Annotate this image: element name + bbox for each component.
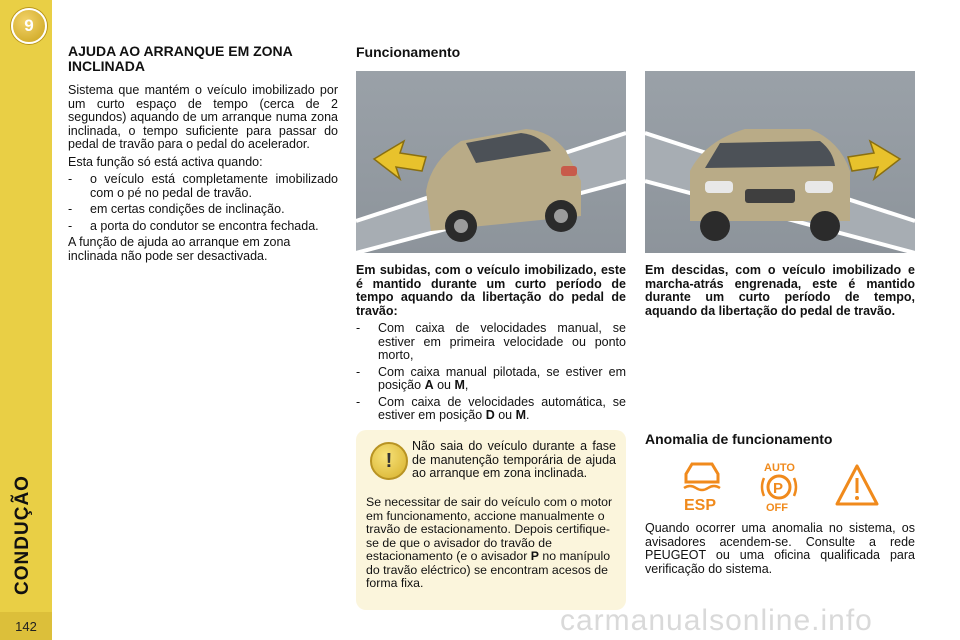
list-item: - em certas condições de inclinação.	[68, 202, 285, 216]
page-number: 142	[0, 612, 52, 640]
uphill-car-image	[356, 71, 626, 253]
cannot-disable-note: A função de ajuda ao arranque em zona inclinada não pode ser desactivada.	[68, 235, 291, 263]
arrow-right-icon	[848, 141, 900, 179]
warning-text-2: Se necessitar de sair do veículo com o motor em funcionamento, accione manualmente o travão de estacionamento. Depois certifique-se de que o avisador do travão de estacionamento (e o avisador P no manípulo do travão eléctrico) se encontram acesos de forma fixa.	[366, 495, 613, 590]
downhill-text: Em descidas, com o veículo imobilizado e marcha-atrás engrenada, este é mantido durante um curto período de tempo, aquando da libertação do pedal de travão.	[645, 263, 915, 318]
intro-paragraph: Sistema que mantém o veículo imobilizado por um curto espaço de tempo (cerca de 2 segundos) aquando de um arranque numa zona inclinada, o tempo suficiente para passar do pedal de travão para o pedal do acelerador.	[68, 83, 338, 151]
downhill-car-image	[645, 71, 915, 253]
warning-box	[356, 430, 626, 610]
auto-park-off-icon	[762, 462, 796, 512]
list-item: - Com caixa manual pilotada, se estiver em posição A ou M,	[356, 364, 626, 392]
uphill-intro: Em subidas, com o veículo imobilizado, este é mantido durante um curto período de tempo aquando da libertação do pedal de travão:	[356, 263, 626, 318]
list-item: - a porta do condutor se encontra fechada.	[68, 218, 319, 233]
watermark: carmanualsonline.info	[560, 604, 873, 637]
list-item: - Com caixa de velocidades manual, se estiver em primeira velocidade ou ponto morto,	[356, 321, 626, 362]
p-label: P	[773, 480, 784, 497]
esp-label: ESP	[684, 497, 717, 512]
list-item: - Com caixa de velocidades automática, se estiver em posição D ou M.	[356, 394, 626, 422]
chapter-number-badge	[11, 8, 47, 44]
auto-label: AUTO	[764, 462, 795, 474]
off-label: OFF	[766, 502, 788, 512]
left-column-text	[68, 84, 338, 267]
active-when-text: Esta função só está activa quando:	[68, 154, 263, 169]
warning-text-1: Não saia do veículo durante a fase de manutenção temporária de ajuda ao arranque em zona inclinada.	[412, 439, 616, 480]
uphill-illustration	[356, 71, 626, 253]
list-item: - o veículo está completamente imobilizado com o pé no pedal de travão.	[68, 172, 338, 200]
malfunction-text: Quando ocorrer uma anomalia no sistema, os avisadores acendem-se. Consulte a rede PEUGEOT ou uma oficina qualificada para verificação do sistema.	[645, 521, 915, 576]
downhill-illustration	[645, 71, 915, 253]
uphill-text	[356, 264, 626, 426]
warning-lamps	[676, 460, 886, 512]
arrow-left-icon	[374, 141, 426, 179]
chapter-title: CONDUÇÃO	[12, 475, 33, 595]
malfunction-heading: Anomalia de funcionamento	[645, 431, 833, 447]
section-heading: AJUDA AO ARRANQUE EM ZONA INCLINADA	[68, 43, 293, 74]
exclamation-icon: !	[370, 442, 408, 480]
warning-triangle-icon	[837, 466, 877, 504]
chapter-number: 9	[24, 16, 34, 35]
chapter-title-vertical	[11, 455, 35, 615]
function-heading: Funcionamento	[356, 44, 461, 60]
esp-icon	[684, 464, 720, 512]
